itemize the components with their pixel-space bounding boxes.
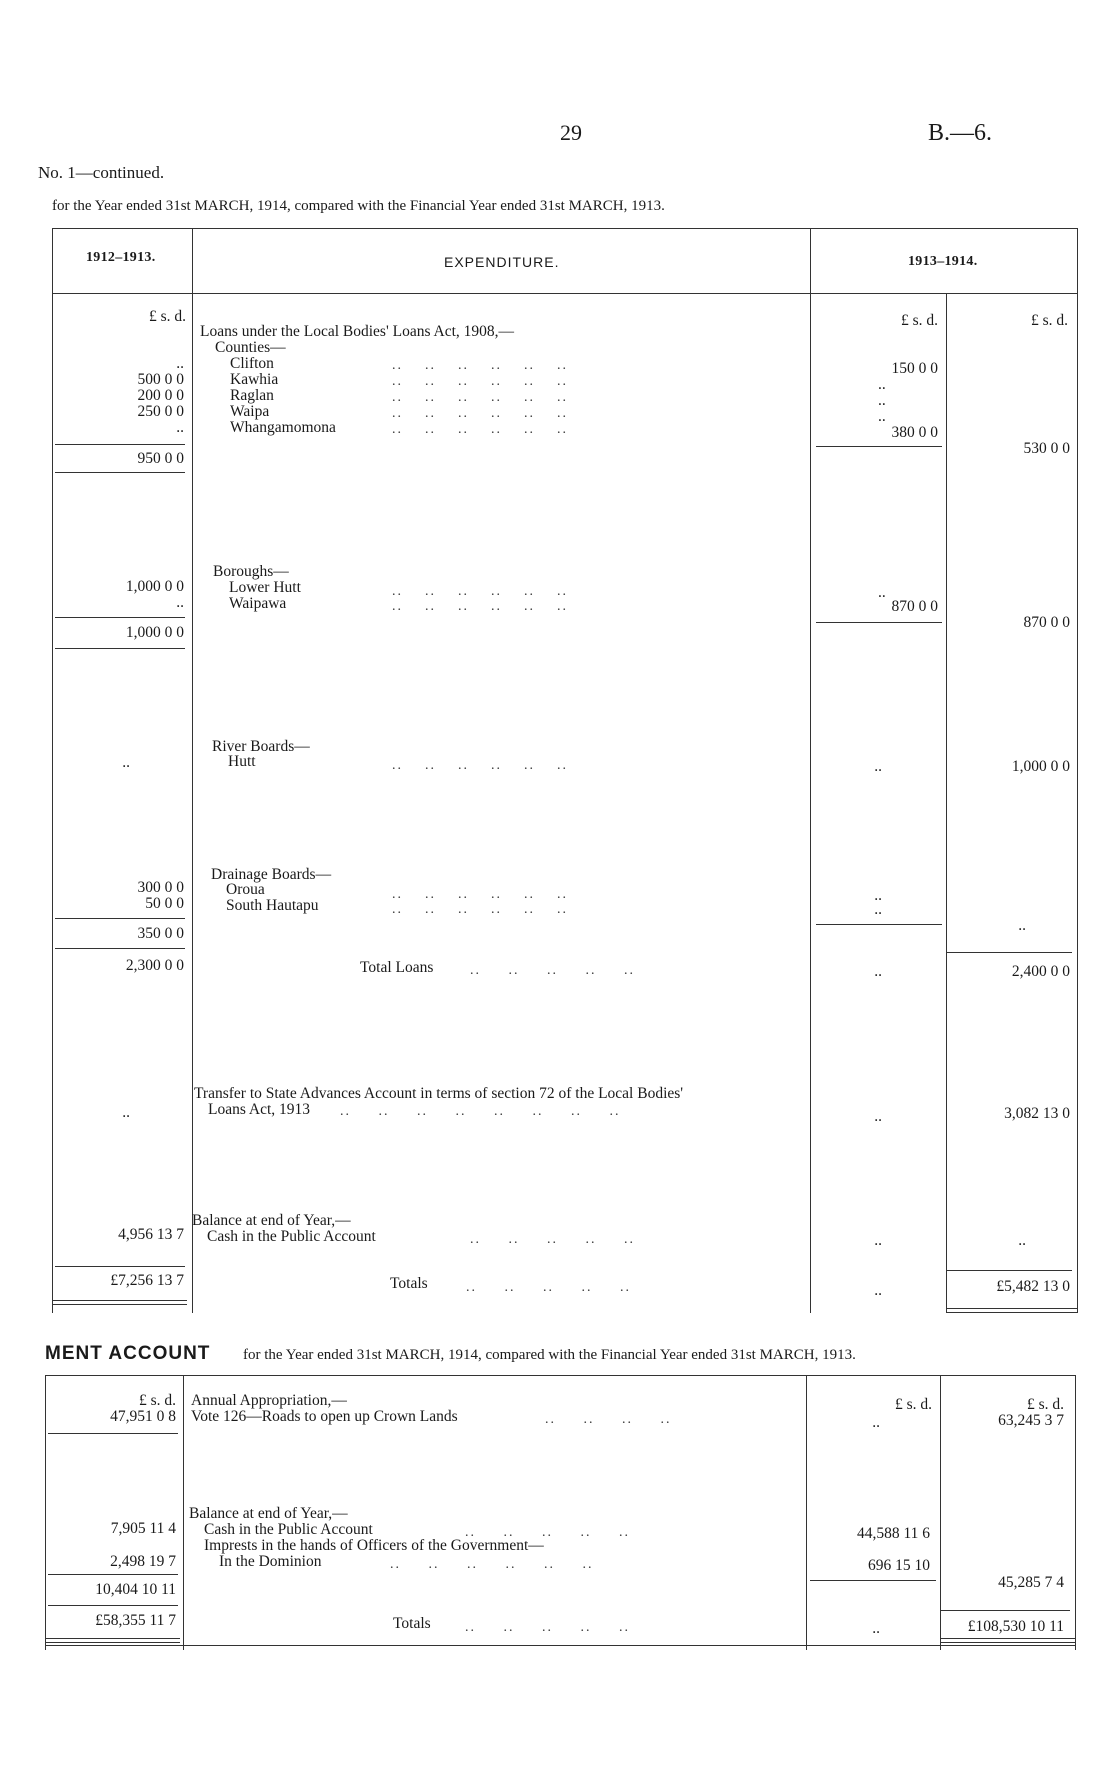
boroughs-label: Boroughs—: [213, 563, 289, 580]
document-reference: B.—6.: [928, 120, 993, 146]
balance-label: Balance at end of Year,—: [189, 1505, 348, 1522]
continued-label: [38, 163, 164, 183]
subtotal-rule: [55, 918, 185, 919]
col-rule: [810, 228, 811, 1313]
transfer-line-1: Transfer to State Advances Account in terms of section 72 of the Local Bodies': [194, 1085, 684, 1102]
total-loans-mid: ..: [874, 963, 882, 980]
leader-dots: .. .. .. .. .. ..: [392, 358, 568, 373]
leader-dots: .. .. .. .. .. ..: [392, 599, 568, 614]
col-rule: [946, 293, 947, 1313]
subtotal-rule: [816, 446, 942, 447]
leader-dots: .. .. .. .. .. ..: [392, 422, 568, 437]
col-rule: [940, 1375, 941, 1650]
double-rule: [946, 1312, 1077, 1313]
drainage-name: Oroua: [226, 881, 265, 898]
leader-dots: .. .. .. .. ..: [465, 1620, 630, 1635]
cash-prev: 7,905 11 4: [110, 1520, 176, 1537]
subtotal-rule: [810, 1580, 936, 1581]
leader-dots: .. .. .. .. ..: [466, 1280, 631, 1295]
curr-amount: ..: [878, 584, 886, 601]
table-caption: for the Year ended 31st MARCH, 1914, compared with the Financial Year ended 31st MARCH, 1913.: [52, 198, 665, 214]
leader-dots: .. .. .. .. .. ..: [392, 584, 568, 599]
double-rule: [946, 1308, 1077, 1309]
counties-total-prev: 950 0 0: [137, 450, 184, 467]
subtotal-rule: [55, 948, 185, 949]
transfer-prev: ..: [122, 1104, 130, 1121]
dominion-prev: 2,498 19 7: [110, 1553, 176, 1570]
balance-curr: ..: [1018, 1232, 1026, 1249]
balance-prev: 4,956 13 7: [118, 1226, 184, 1243]
double-rule: [45, 1642, 180, 1643]
unit-label: £ s. d.: [148, 308, 186, 325]
prev-amount: 200 0 0: [137, 387, 184, 404]
transfer-line-2: Loans Act, 1913: [208, 1101, 311, 1118]
unit-label: £ s. d.: [900, 312, 938, 329]
col-rule: [806, 1375, 807, 1650]
loans-heading: Loans under the Local Bodies' Loans Act, 1908,—: [200, 323, 515, 340]
table-top-rule: [45, 1375, 1075, 1376]
totals-label: Totals: [390, 1275, 428, 1292]
leader-dots: .. .. .. .. ..: [465, 1525, 630, 1540]
double-rule: [52, 1300, 187, 1301]
transfer-curr: 3,082 13 0: [1004, 1105, 1070, 1122]
col-rule: [192, 228, 193, 1313]
continued-text: No. 1—continued.: [38, 163, 165, 182]
prev-amount: ..: [176, 355, 184, 372]
county-name: Kawhia: [230, 371, 279, 388]
section-title: MENT ACCOUNT: [45, 1343, 211, 1364]
prev-amount: ..: [122, 754, 130, 771]
leader-dots: .. .. .. .. .. ..: [392, 758, 568, 773]
col-header-expenditure: EXPENDITURE.: [444, 254, 560, 270]
curr-amount: 150 0 0: [891, 360, 938, 377]
boroughs-total-curr: 870 0 0: [1023, 614, 1070, 631]
col-rule: [183, 1375, 184, 1650]
subtotal-rule: [816, 924, 942, 925]
curr-amount: 1,000 0 0: [1011, 758, 1070, 775]
prev-amount: ..: [176, 419, 184, 436]
unit-label: £ s. d.: [138, 1392, 176, 1409]
drainage-total-curr: ..: [1018, 917, 1026, 934]
table-header-rule: [52, 293, 1077, 294]
totals-rule: [946, 1270, 1072, 1271]
leader-dots: .. .. .. .. .. ..: [392, 390, 568, 405]
balance-total-prev: 10,404 10 11: [95, 1581, 176, 1598]
dominion-label: In the Dominion: [219, 1553, 322, 1570]
totals-curr: £108,530 10 11: [967, 1618, 1064, 1635]
transfer-mid: ..: [874, 1108, 882, 1125]
curr-amount: ..: [874, 901, 882, 918]
vote-label: Vote 126—Roads to open up Crown Lands: [191, 1408, 458, 1425]
leader-dots: .. .. .. .. .. ..: [392, 902, 568, 917]
col-header-1912: 1912–1913.: [86, 250, 156, 265]
double-rule: [45, 1638, 180, 1639]
counties-total-curr: 530 0 0: [1023, 440, 1070, 457]
prev-amount: 250 0 0: [137, 403, 184, 420]
total-loans-curr: 2,400 0 0: [1011, 963, 1070, 980]
unit-label: £ s. d.: [1030, 312, 1068, 329]
drainage-label: Drainage Boards—: [211, 866, 332, 883]
curr-amount: ..: [878, 392, 886, 409]
vote-curr: 63,245 3 7: [998, 1412, 1064, 1429]
balance-total-curr: 45,285 7 4: [998, 1574, 1064, 1591]
totals-rule: [55, 1266, 185, 1267]
subtotal-rule: [48, 1433, 178, 1434]
leader-dots: .. .. .. .. ..: [470, 963, 635, 978]
prev-amount: 300 0 0: [137, 879, 184, 896]
river-label: River Boards—: [212, 738, 310, 755]
imprest-label: Imprests in the hands of Officers of the Government—: [204, 1537, 544, 1554]
col-rule: [52, 228, 53, 1313]
table-top-rule: [52, 228, 1077, 229]
col-rule: [1077, 228, 1078, 1313]
borough-name: Waipawa: [229, 595, 287, 612]
subtotal-rule: [55, 648, 185, 649]
prev-amount: 50 0 0: [145, 895, 184, 912]
borough-name: Lower Hutt: [229, 579, 301, 596]
leader-dots: .. .. .. .. .. ..: [392, 406, 568, 421]
county-name: Clifton: [230, 355, 274, 372]
county-name: Whangamomona: [230, 419, 336, 436]
subtotal-rule: [55, 617, 185, 618]
prev-amount: 500 0 0: [137, 371, 184, 388]
page-number: 29: [560, 120, 582, 145]
balance-mid: ..: [874, 1232, 882, 1249]
subtotal-rule: [48, 1574, 178, 1575]
totals-label: Totals: [393, 1615, 431, 1632]
balance-cash-label: Cash in the Public Account: [207, 1228, 376, 1245]
col-rule: [1075, 1375, 1076, 1650]
drainage-total-prev: 350 0 0: [137, 925, 184, 942]
leader-dots: .. .. .. .. .. ..: [390, 1557, 594, 1572]
totals-curr: £5,482 13 0: [996, 1278, 1070, 1295]
double-rule: [940, 1642, 1075, 1643]
prev-amount: 1,000 0 0: [125, 578, 184, 595]
subtotal-rule: [940, 1610, 1070, 1611]
curr-amount: ..: [878, 408, 886, 425]
cash-label: Cash in the Public Account: [204, 1521, 373, 1538]
curr-amount: 380 0 0: [891, 424, 938, 441]
leader-dots: .. .. .. .. .. ..: [392, 887, 568, 902]
mid-amount: ..: [874, 758, 882, 775]
col-header-1913: 1913–1914.: [908, 254, 978, 269]
balance-label: Balance at end of Year,—: [192, 1212, 351, 1229]
unit-label: £ s. d.: [894, 1396, 932, 1413]
leader-dots: .. .. .. .. ..: [470, 1232, 635, 1247]
vote-mid: ..: [872, 1414, 880, 1431]
totals-mid: ..: [872, 1620, 880, 1637]
dominion-mid: 696 15 10: [868, 1557, 930, 1574]
prev-amount: ..: [176, 594, 184, 611]
leader-dots: .. .. .. .. .. .. .. ..: [340, 1104, 621, 1119]
section-caption: for the Year ended 31st MARCH, 1914, compared with the Financial Year ended 31st MARCH, 1913.: [243, 1347, 856, 1363]
cash-mid: 44,588 11 6: [856, 1525, 930, 1542]
subtotal-rule: [48, 1605, 178, 1606]
drainage-name: South Hautapu: [226, 897, 319, 914]
curr-amount: ..: [878, 376, 886, 393]
totals-mid: ..: [874, 1282, 882, 1299]
totals-prev: £7,256 13 7: [110, 1272, 184, 1289]
unit-label: £ s. d.: [1026, 1396, 1064, 1413]
subtotal-rule: [946, 952, 1072, 953]
total-loans-label: Total Loans: [360, 959, 434, 976]
leader-dots: .. .. .. .. .. ..: [392, 374, 568, 389]
county-name: Raglan: [230, 387, 274, 404]
total-loans-prev: 2,300 0 0: [125, 957, 184, 974]
boroughs-total-prev: 1,000 0 0: [125, 624, 184, 641]
leader-dots: .. .. .. ..: [545, 1412, 672, 1427]
vote-prev: 47,951 0 8: [110, 1408, 176, 1425]
col-rule: [45, 1375, 46, 1650]
county-name: Waipa: [230, 403, 270, 420]
double-rule: [940, 1638, 1075, 1639]
subtotal-rule: [55, 472, 185, 473]
subtotal-rule: [816, 622, 942, 623]
totals-prev: £58,355 11 7: [95, 1612, 176, 1629]
river-name: Hutt: [228, 753, 256, 770]
table-bottom-rule: [45, 1645, 1075, 1646]
counties-label: Counties—: [215, 339, 286, 356]
annual-appropriation-label: Annual Appropriation,—: [191, 1392, 347, 1409]
curr-amount: 870 0 0: [891, 598, 938, 615]
curr-amount: ..: [874, 887, 882, 904]
subtotal-rule: [55, 444, 185, 445]
double-rule: [52, 1304, 187, 1305]
